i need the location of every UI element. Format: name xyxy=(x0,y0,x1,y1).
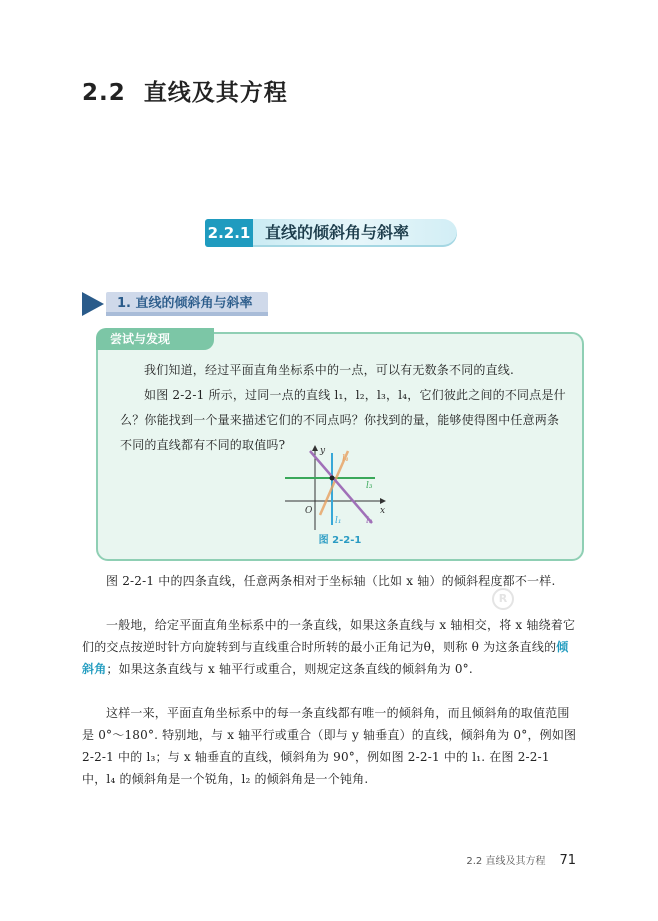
subsection-banner xyxy=(205,219,457,247)
subsection-number: 2.2.1 xyxy=(205,219,253,247)
footer xyxy=(466,852,576,868)
intersection-point xyxy=(330,476,335,481)
explore-paragraph-2: 如图 2-2-1 所示，过同一点的直线 l₁，l₂，l₃，l₄，它们彼此之间的不同点是什么？你能找到一个量来描述它们的不同点吗？你找到的量，能够使得图中任意两条不同的直线都有不同的取值吗? xyxy=(120,388,566,452)
body-p2-b: ；如果这条直线与 x 轴平行或重合，则规定这条直线的倾斜角为 0°. xyxy=(106,662,473,676)
registered-mark-icon: R xyxy=(492,588,514,610)
figure-caption: 图 2-2-1 xyxy=(318,535,362,546)
l3-label: l₃ xyxy=(366,481,373,491)
l2-label: l₂ xyxy=(366,516,373,526)
y-label: y xyxy=(320,446,326,456)
section-title-text: 直线及其方程 xyxy=(143,80,288,106)
topic-banner xyxy=(82,292,268,316)
origin-label: O xyxy=(305,506,313,516)
footer-section: 2.2 直线及其方程 xyxy=(466,856,546,867)
body-paragraph-2 xyxy=(82,614,578,680)
body-p2-a: 一般地，给定平面直角坐标系中的一条直线，如果这条直线与 x 轴相交，将 x 轴绕着它们的交点按逆时针方向旋转到与直线重合时所转的最小正角记为θ，则称 θ 为这条直线的 xyxy=(82,618,576,654)
topic-arrow-icon xyxy=(82,292,104,316)
topic-label: 1. 直线的倾斜角与斜率 xyxy=(117,296,253,311)
explore-paragraph-1: 我们知道，经过平面直角坐标系中的一点，可以有无数条不同的直线. xyxy=(144,363,515,377)
figure-2-2-1 xyxy=(280,445,390,535)
y-axis-arrow-icon xyxy=(312,445,318,451)
page-number: 71 xyxy=(559,853,576,868)
body-paragraph-3: 这样一来，平面直角坐标系中的每一条直线都有唯一的倾斜角，而且倾斜角的取值范围是 0°～180°. 特别地，与 x 轴平行或重合（即与 y 轴垂直）的直线，倾斜角为 0°，例如图 2-2-1 中的 l₃；与 x 轴垂直的直线，倾斜角为 90°，例如图 2-2-1 中的 l₁. 在图 2-2-1 中，l₄ 的倾斜角是一个锐角，l₂ 的倾斜角是一个钝角. xyxy=(82,706,577,786)
l4-label: l₄ xyxy=(342,454,349,464)
term-inclination-angle: 倾斜角 xyxy=(82,640,569,676)
l1-label: l₁ xyxy=(335,516,342,526)
subsection-title: 直线的倾斜角与斜率 xyxy=(265,223,410,242)
section-title xyxy=(82,74,288,107)
x-label: x xyxy=(380,506,386,516)
x-axis-arrow-icon xyxy=(380,498,386,504)
body-paragraph-1: 图 2-2-1 中的四条直线，任意两条相对于坐标轴（比如 x 轴）的倾斜程度都不一样. xyxy=(106,574,556,588)
section-number: 2.2 xyxy=(82,80,126,106)
explore-tab: 尝试与发现 xyxy=(96,328,214,350)
line-l2 xyxy=(310,451,372,523)
